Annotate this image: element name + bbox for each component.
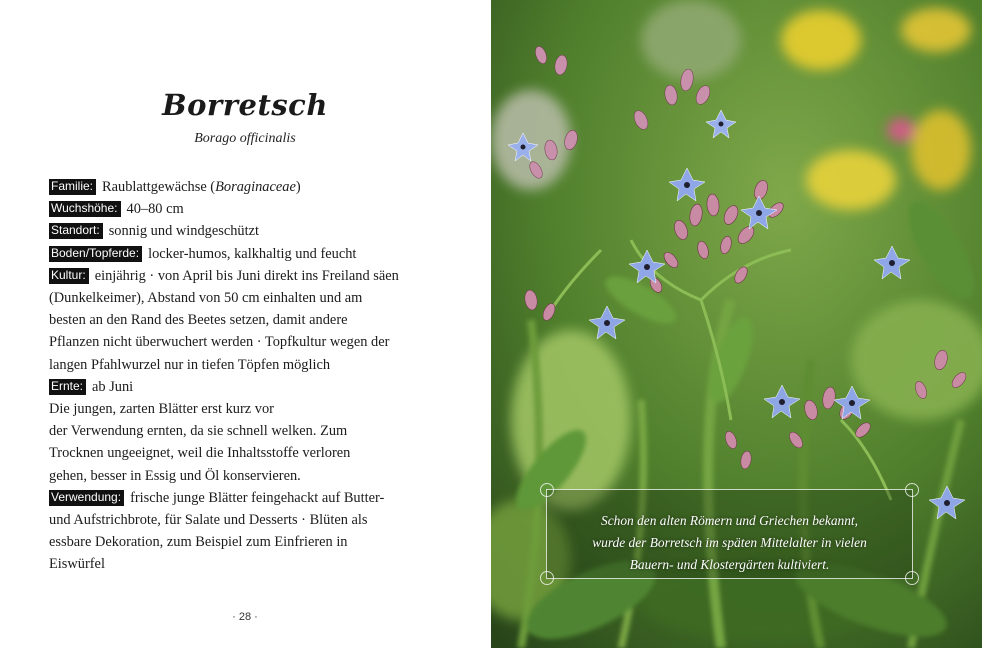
caption-line-2: wurde der Borretsch im späten Mittelalter in vielen (592, 535, 867, 550)
kultur-line-1: einjährig · von April bis Juni direkt ins Freiland säen (94, 267, 399, 284)
ernte-line-4: Trocknen ungeeignet, weil die Inhaltsstoffe verloren (49, 445, 351, 462)
page-number: · 28 · (232, 611, 258, 623)
kultur-line-4: Pflanzen nicht überwuchert werden · Topfkultur wegen der (49, 334, 390, 351)
page-title: Borretsch (162, 88, 328, 122)
plant-profile (49, 176, 449, 576)
kultur-line-2: (Dunkelkeimer), Abstand von 50 cm einhalten und am (49, 290, 363, 307)
kultur-row (49, 265, 449, 287)
familie-row (49, 176, 449, 198)
verwendung-row (49, 487, 449, 509)
caption-line-3: Bauern- und Klostergärten kultiviert. (629, 557, 830, 572)
photo-caption (547, 510, 912, 576)
familie-close: ) (295, 179, 301, 195)
familie-latin: Boraginaceae (215, 179, 296, 195)
caption-corner-ornament (540, 483, 554, 497)
verwendung-line-2: und Aufstrichbrote, für Salate und Desserts · Blüten als (49, 512, 368, 529)
wuchshoehe-row (49, 198, 449, 220)
standort-tag: Standort: (49, 223, 103, 239)
verwendung-tag: Verwendung: (49, 490, 124, 506)
ernte-line-3: der Verwendung ernten, da sie schnell welken. Zum (49, 423, 348, 440)
wuchshoehe-tag: Wuchshöhe: (49, 201, 121, 217)
ernte-line-2: Die jungen, zarten Blätter erst kurz vor (49, 401, 274, 418)
botanical-name: Borago officinalis (194, 131, 296, 146)
borage-photo (491, 0, 982, 648)
verwendung-line-4: Eiswürfel (49, 556, 105, 573)
ernte-row (49, 376, 449, 398)
standort-value: sonnig und windgeschützt (108, 223, 259, 240)
familie-value: Raublattgewächse ( (102, 179, 216, 195)
standort-row (49, 220, 449, 242)
kultur-tag: Kultur: (49, 268, 89, 284)
familie-tag: Familie: (49, 179, 96, 195)
ernte-tag: Ernte: (49, 379, 86, 395)
boden-tag: Boden/Topferde: (49, 246, 142, 262)
caption-corner-ornament (905, 483, 919, 497)
text-page (0, 0, 490, 648)
verwendung-line-3: essbare Dekoration, zum Beispiel zum Einfrieren in (49, 534, 348, 551)
boden-value: locker-humos, kalkhaltig und feucht (148, 245, 357, 262)
kultur-line-5: langen Pfahlwurzel nur in tiefen Töpfen möglich (49, 356, 331, 373)
verwendung-line-1: frische junge Blätter feingehackt auf Butter- (130, 489, 385, 506)
kultur-line-3: besten an den Rand des Beetes setzen, damit andere (49, 312, 348, 329)
ernte-line-5: gehen, besser in Essig und Öl konservieren. (49, 467, 301, 484)
wuchshoehe-value: 40–80 cm (126, 201, 184, 218)
caption-line-1: Schon den alten Römern und Griechen bekannt, (601, 513, 858, 528)
caption-frame (546, 489, 913, 579)
ernte-line-1: ab Juni (92, 378, 134, 395)
boden-row (49, 243, 449, 265)
